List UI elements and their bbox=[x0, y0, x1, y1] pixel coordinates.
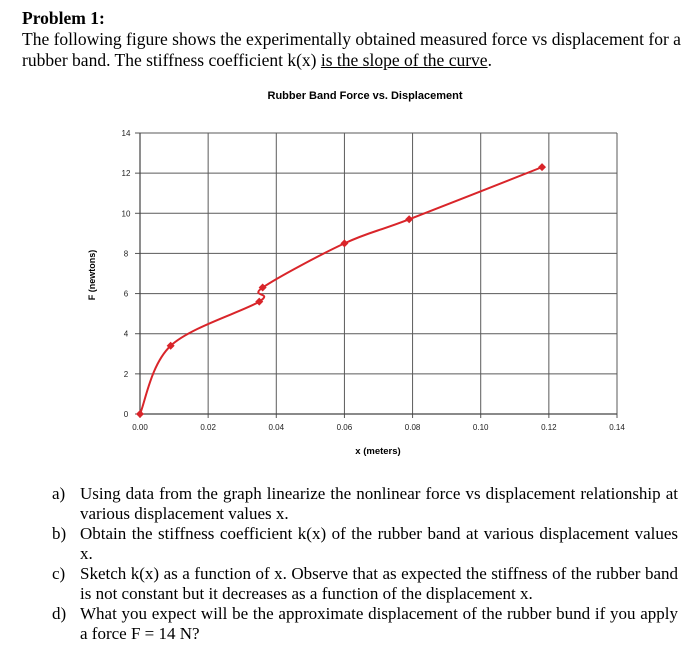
y-tick-label: 14 bbox=[121, 129, 131, 138]
question-item bbox=[52, 524, 678, 564]
question-item bbox=[52, 604, 678, 644]
y-tick-label: 4 bbox=[123, 329, 129, 339]
y-tick-label: 6 bbox=[123, 289, 129, 299]
question-item bbox=[52, 564, 678, 604]
x-tick-label: 0.04 bbox=[268, 423, 285, 432]
y-tick-labels bbox=[122, 129, 131, 419]
question-list bbox=[52, 484, 678, 644]
x-tick-label: 0.02 bbox=[200, 423, 216, 432]
intro-text: The following figure shows the experimentally obtained measured force vs displacement for a rubber band. The stiffness coefficient k(x) bbox=[22, 29, 681, 70]
question-text: Using data from the graph linearize the nonlinear force vs displacement relationship at various displacement values x. bbox=[80, 484, 678, 523]
question-text: Sketch k(x) as a function of x. Observe that as expected the stiffness of the rubber band is not constant but it decreases as a function of the displacement x. bbox=[80, 564, 678, 603]
y-tick-label: 2 bbox=[123, 369, 129, 379]
y-tick-label: 12 bbox=[121, 169, 131, 179]
x-tick-label: 0.06 bbox=[336, 423, 353, 432]
series-line bbox=[140, 167, 542, 414]
intro-underlined-text: is the slope of the curve bbox=[320, 50, 488, 70]
x-tick-label: 0.12 bbox=[541, 423, 557, 432]
question-text: Obtain the stiffness coefficient k(x) of the rubber band at various displacement values x. bbox=[80, 524, 678, 563]
question-marker: c) bbox=[52, 564, 66, 583]
question-item bbox=[52, 484, 678, 524]
data-point bbox=[405, 215, 413, 223]
y-tick-label: 0 bbox=[123, 410, 129, 419]
x-tick-labels bbox=[132, 423, 625, 432]
x-tick-label: 0.14 bbox=[609, 423, 625, 432]
intro-end: . bbox=[487, 50, 492, 70]
data-point bbox=[136, 410, 144, 418]
chart-title: Rubber Band Force vs. Displacement bbox=[267, 90, 463, 102]
question-marker: d) bbox=[52, 604, 67, 623]
x-tick-label: 0.00 bbox=[132, 423, 148, 432]
question-text: What you expect will be the approximate displacement of the rubber bund if you apply a force F = 14 N? bbox=[80, 604, 678, 643]
x-axis-label: x (meters) bbox=[355, 446, 401, 457]
x-tick-label: 0.10 bbox=[472, 423, 489, 432]
y-axis-label: F (newtons) bbox=[87, 249, 97, 301]
y-tick-label: 8 bbox=[123, 249, 129, 259]
data-point bbox=[340, 239, 348, 247]
chart-grid bbox=[140, 133, 617, 414]
chart-axes bbox=[135, 133, 617, 418]
problem-heading: Problem 1: bbox=[22, 8, 105, 28]
data-point bbox=[538, 163, 546, 171]
question-marker: b) bbox=[52, 524, 67, 543]
y-tick-label: 10 bbox=[121, 209, 131, 219]
x-tick-label: 0.08 bbox=[404, 423, 421, 432]
chart-series bbox=[136, 163, 546, 418]
question-marker: a) bbox=[52, 484, 66, 503]
